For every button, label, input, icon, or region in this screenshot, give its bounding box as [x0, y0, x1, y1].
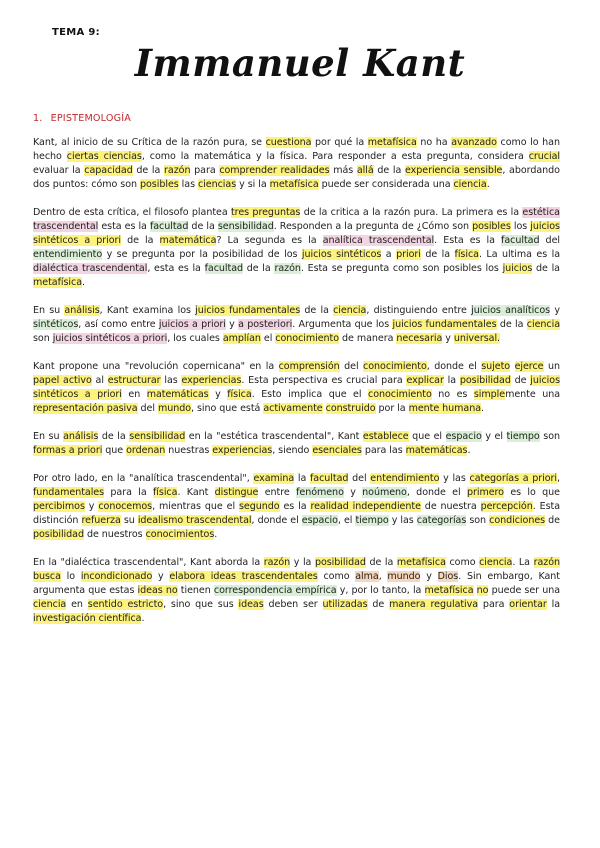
text-run: . Esta es la	[434, 235, 502, 246]
highlighted-text: esenciales	[312, 445, 362, 456]
highlighted-text: análisis	[63, 431, 99, 442]
text-run: , sino que está	[191, 403, 264, 414]
text-run: de la	[121, 235, 160, 246]
highlighted-text: estructurar	[107, 375, 161, 386]
highlighted-text: mente humana	[408, 403, 482, 414]
text-run: son	[33, 333, 53, 344]
highlighted-text: juicios sintéticos a priori	[33, 221, 560, 246]
text-run: .	[82, 277, 86, 288]
highlighted-text: posibilidad	[459, 375, 511, 386]
text-run: , Kant examina los	[99, 305, 196, 316]
highlighted-text: mundo	[157, 403, 192, 414]
highlighted-text: construido	[325, 403, 376, 414]
text-run: en	[66, 599, 88, 610]
highlighted-text: posibles	[472, 221, 511, 232]
text-run: y las	[439, 473, 470, 484]
text-run: esta es la	[98, 221, 150, 232]
highlighted-text: comprender realidades	[219, 165, 330, 176]
highlighted-text: tiempo	[355, 515, 389, 526]
highlighted-text: metafísica	[424, 585, 474, 596]
highlighted-text: ordenan	[126, 445, 166, 456]
text-run: . Sin embargo, Kant argumenta que estas	[33, 571, 560, 596]
text-run: un	[543, 361, 560, 372]
text-run: por qué la	[311, 137, 368, 148]
highlighted-text: sujeto	[481, 361, 511, 372]
text-run: deben ser	[263, 599, 323, 610]
text-run: no ha	[416, 137, 452, 148]
highlighted-text: Dios	[437, 571, 459, 582]
highlighted-text: matemáticas	[146, 389, 209, 400]
highlighted-text: ciencia	[479, 557, 513, 568]
highlighted-text: juicios sintéticos a priori	[52, 333, 168, 344]
text-run: y	[420, 571, 438, 582]
highlighted-text: física	[454, 249, 479, 260]
highlighted-text: no	[476, 585, 489, 596]
text-run: al	[91, 375, 108, 386]
highlighted-text: comprensión	[278, 361, 340, 372]
text-run: tienen	[177, 585, 214, 596]
text-run: y	[442, 333, 454, 344]
highlighted-text: ideas no	[137, 585, 178, 596]
highlighted-text: establece	[362, 431, 409, 442]
highlighted-text: posibilidad	[314, 557, 366, 568]
highlighted-text: segundo	[238, 501, 280, 512]
highlighted-text: juicios fundamentales	[392, 319, 497, 330]
text-run: . Kant	[177, 487, 215, 498]
highlighted-text: noúmeno	[362, 487, 407, 498]
text-run: de la critica a la razón pura. La primera es la	[300, 207, 523, 218]
text-run: de manera	[339, 333, 397, 344]
text-run: En su	[33, 431, 64, 442]
highlighted-text: mundo	[387, 571, 421, 582]
text-run: para	[190, 165, 220, 176]
highlighted-text: ciencia	[333, 305, 367, 316]
paragraph-5	[33, 430, 560, 458]
text-run: son	[539, 431, 560, 442]
text-run: la	[443, 375, 460, 386]
highlighted-text: juicios fundamentales	[195, 305, 301, 316]
highlighted-text: formas a priori	[33, 445, 103, 456]
highlighted-text: examina	[253, 473, 295, 484]
highlighted-text: activamente	[263, 403, 323, 414]
highlighted-text: refuerza	[81, 515, 121, 526]
text-run: las	[160, 375, 182, 386]
text-run: son	[466, 515, 490, 526]
text-run: , distinguiendo entre	[366, 305, 472, 316]
highlighted-text: razón	[263, 557, 291, 568]
text-run: de la	[365, 557, 397, 568]
text-run: de nuestros	[83, 529, 146, 540]
text-run: de	[510, 375, 531, 386]
text-run: de nuestra	[420, 501, 481, 512]
highlighted-text: percepción	[480, 501, 533, 512]
text-run: Dentro de esta crítica, el filosofo plantea	[33, 207, 231, 218]
text-run: de	[367, 599, 390, 610]
text-run: del	[137, 403, 158, 414]
highlighted-text: sensibilidad	[217, 221, 274, 232]
highlighted-text: conocimiento	[363, 361, 427, 372]
text-run: la	[294, 473, 310, 484]
highlighted-text: ciencia	[453, 179, 487, 190]
text-run: a	[381, 249, 397, 260]
highlighted-text: posibilidad	[33, 529, 84, 540]
highlighted-text: matemática	[159, 235, 217, 246]
text-run: Kant, al inicio de su Crítica de la razón pura, se	[33, 137, 266, 148]
highlighted-text: espacio	[301, 515, 338, 526]
highlighted-text: juicios sintéticos a priori	[33, 375, 561, 400]
paragraph-6	[33, 472, 560, 542]
text-run: , donde el	[406, 487, 467, 498]
paragraph-2	[33, 206, 560, 290]
highlighted-text: estética trascendental	[33, 207, 560, 232]
topic-label: TEMA 9:	[52, 27, 100, 38]
text-run: . Responden a la pregunta de ¿Cómo son	[273, 221, 473, 232]
highlighted-text: representación pasiva	[33, 403, 138, 414]
text-run: Kant propone una "revolución copernicana" en la	[33, 361, 279, 372]
text-run: y la	[290, 557, 315, 568]
text-run: es lo que	[503, 487, 561, 498]
highlighted-text: razón	[274, 263, 301, 274]
highlighted-text: analítica trascendental	[322, 235, 435, 246]
highlighted-text: ciencias	[197, 179, 237, 190]
highlighted-text: facultad	[310, 473, 349, 484]
section-number: 1.	[33, 113, 43, 124]
highlighted-text: capacidad	[84, 165, 133, 176]
highlighted-text: física	[227, 389, 252, 400]
text-run: , donde el	[426, 361, 482, 372]
text-run: En la "dialéctica trascendental", Kant aborda la	[33, 557, 264, 568]
highlighted-text: simple	[473, 389, 506, 400]
text-run: y	[343, 487, 363, 498]
highlighted-text: amplían	[222, 333, 261, 344]
highlighted-text: incondicionado	[80, 571, 153, 582]
text-run: .	[486, 179, 490, 190]
text-run: en la "estética trascendental", Kant	[185, 431, 363, 442]
text-run: de la	[188, 221, 218, 232]
highlighted-text: ejerce	[514, 361, 544, 372]
text-run: y las	[388, 515, 417, 526]
text-run: puede ser considerada una	[318, 179, 454, 190]
text-run: .	[481, 403, 485, 414]
body-text	[33, 136, 560, 640]
highlighted-text: conocemos	[98, 501, 153, 512]
highlighted-text: crucial	[528, 151, 560, 162]
text-run: , el	[337, 515, 356, 526]
highlighted-text: realidad independiente	[310, 501, 421, 512]
highlighted-text: fenómeno	[296, 487, 344, 498]
text-run: . Esto implica que el	[251, 389, 368, 400]
text-run: como	[445, 557, 480, 568]
highlighted-text: orientar	[509, 599, 547, 610]
highlighted-text: papel activo	[33, 375, 92, 386]
section-heading	[33, 113, 131, 124]
text-run: . Esta perspectiva es crucial para	[241, 375, 407, 386]
text-run: de la	[132, 165, 165, 176]
text-run: .	[141, 613, 145, 624]
highlighted-text: allá	[356, 165, 374, 176]
highlighted-text: percibimos	[33, 501, 85, 512]
highlighted-text: juicios sintéticos	[301, 249, 382, 260]
text-run: , esta es la	[147, 263, 205, 274]
text-run: . La ultima es la	[478, 249, 560, 260]
text-run: . Esta se pregunta como son posibles los	[300, 263, 503, 274]
highlighted-text: razón	[164, 165, 191, 176]
text-run: y, por lo tanto, la	[336, 585, 425, 596]
text-run: el	[260, 333, 276, 344]
highlighted-text: ciencia	[526, 319, 561, 330]
text-run: más	[329, 165, 357, 176]
text-run: del	[339, 361, 364, 372]
text-run: de la	[532, 263, 560, 274]
highlighted-text: metafísica	[269, 179, 319, 190]
text-run: ? La segunda es la	[216, 235, 323, 246]
highlighted-text: metafísica	[367, 137, 417, 148]
text-run: de la	[496, 319, 527, 330]
highlighted-text: experiencia sensible	[404, 165, 503, 176]
paragraph-1	[33, 136, 560, 192]
highlighted-text: manera regulativa	[389, 599, 479, 610]
section-title: EPISTEMOLOGÍA	[50, 113, 132, 124]
highlighted-text: sintéticos	[33, 319, 79, 330]
text-run: ,	[378, 571, 388, 582]
highlighted-text: distingue	[214, 487, 259, 498]
highlighted-text: experiencias	[212, 445, 273, 456]
text-run: y	[84, 501, 99, 512]
text-run: , como la matemática y la física. Para responder a esta pregunta, considera	[141, 151, 529, 162]
highlighted-text: ideas	[238, 599, 264, 610]
highlighted-text: alma	[355, 571, 379, 582]
highlighted-text: conocimientos	[145, 529, 215, 540]
highlighted-text: priori	[396, 249, 421, 260]
highlighted-text: ciertas ciencias	[66, 151, 142, 162]
text-run: como	[317, 571, 356, 582]
text-run: no es	[431, 389, 474, 400]
paragraph-7	[33, 556, 560, 626]
highlighted-text: posibles	[140, 179, 179, 190]
text-run: . Argumenta que los	[292, 319, 393, 330]
highlighted-text: utilizadas	[322, 599, 368, 610]
highlighted-text: física	[152, 487, 178, 498]
highlighted-text: necesaria	[396, 333, 443, 344]
paragraph-4	[33, 360, 560, 416]
text-run: es la	[279, 501, 311, 512]
highlighted-text: categorías	[416, 515, 467, 526]
text-run: y	[208, 389, 228, 400]
highlighted-text: primero	[466, 487, 504, 498]
highlighted-text: facultad	[149, 221, 189, 232]
highlighted-text: entendimiento	[370, 473, 440, 484]
text-run: y	[550, 305, 560, 316]
highlighted-text: matemáticas	[405, 445, 468, 456]
text-run: , siendo	[272, 445, 313, 456]
text-run: las	[178, 179, 198, 190]
text-run: de la	[420, 249, 455, 260]
page-title: Immanuel Kant	[134, 41, 466, 85]
highlighted-text: análisis	[64, 305, 100, 316]
highlighted-text: avanzado	[451, 137, 497, 148]
highlighted-text: razón	[533, 557, 560, 568]
highlighted-text: elabora ideas trascendentales	[169, 571, 318, 582]
highlighted-text: juicios	[502, 263, 533, 274]
text-run: del	[539, 235, 560, 246]
highlighted-text: conocimiento	[275, 333, 340, 344]
text-run: , donde el	[251, 515, 302, 526]
text-run: de la	[373, 165, 405, 176]
highlighted-text: sensibilidad	[129, 431, 186, 442]
text-run: puede ser una	[488, 585, 561, 596]
highlighted-text: correspondencia empírica	[213, 585, 337, 596]
text-run: .	[214, 529, 218, 540]
text-run: mente una	[505, 389, 560, 400]
text-run: y	[152, 571, 170, 582]
text-run: en	[121, 389, 147, 400]
highlighted-text: metafísica	[396, 557, 446, 568]
text-run: para la	[104, 487, 153, 498]
text-run: , así como entre	[78, 319, 159, 330]
highlighted-text: facultad	[204, 263, 244, 274]
text-run: . La	[512, 557, 534, 568]
highlighted-text: tiempo	[506, 431, 540, 442]
text-run: , abordando dos puntos: cómo son	[33, 165, 560, 190]
text-run: del	[348, 473, 371, 484]
highlighted-text: metafísica	[33, 277, 83, 288]
text-run	[510, 361, 514, 372]
highlighted-text: dialéctica trascendental	[33, 263, 148, 274]
highlighted-text: juicios a priori	[158, 319, 226, 330]
highlighted-text: universal.	[453, 333, 501, 344]
text-run: evaluar la	[33, 165, 85, 176]
text-run: nuestras	[165, 445, 213, 456]
text-run: lo	[60, 571, 81, 582]
highlighted-text: fundamentales	[33, 487, 105, 498]
text-run: de la	[243, 263, 275, 274]
highlighted-text: idealismo trascendental	[137, 515, 252, 526]
highlighted-text: juicios analíticos	[471, 305, 551, 316]
highlighted-text: entendimiento	[33, 249, 103, 260]
text-run: los	[510, 221, 531, 232]
text-run: de la	[98, 431, 130, 442]
highlighted-text: experiencias	[181, 375, 242, 386]
text-run: y se pregunta por la posibilidad de los	[102, 249, 302, 260]
highlighted-text: ciencia	[33, 599, 67, 610]
text-run: .	[467, 445, 471, 456]
text-run: ,	[557, 473, 561, 484]
highlighted-text: cuestiona	[265, 137, 312, 148]
text-run: entre	[258, 487, 297, 498]
text-run: para las	[361, 445, 406, 456]
text-run: Por otro lado, en la "analítica trascendental",	[33, 473, 254, 484]
text-run: la	[546, 599, 561, 610]
highlighted-text: explicar	[406, 375, 444, 386]
text-run: y si la	[236, 179, 270, 190]
text-run: por la	[375, 403, 409, 414]
paragraph-3	[33, 304, 560, 346]
text-run: de	[545, 515, 560, 526]
text-run: que el	[408, 431, 446, 442]
text-run: , los cuales	[167, 333, 223, 344]
highlighted-text: sentido estricto	[87, 599, 164, 610]
highlighted-text: categorías a priori	[469, 473, 558, 484]
text-run: para	[478, 599, 510, 610]
text-run: y el	[481, 431, 507, 442]
text-run: de la	[300, 305, 334, 316]
highlighted-text: conocimiento	[368, 389, 432, 400]
text-run: En su	[33, 305, 65, 316]
highlighted-text: condiciones	[489, 515, 546, 526]
highlighted-text: investigación científica	[33, 613, 142, 624]
highlighted-text: tres preguntas	[230, 207, 301, 218]
highlighted-text: a posteriori	[238, 319, 293, 330]
text-run: y	[225, 319, 239, 330]
text-run: , sino que sus	[163, 599, 239, 610]
highlighted-text: espacio	[445, 431, 482, 442]
text-run: su	[120, 515, 138, 526]
text-run: que	[102, 445, 127, 456]
text-run: . Esta distinción	[33, 501, 561, 526]
text-run: como lo han hecho	[33, 137, 560, 162]
highlighted-text: busca	[33, 571, 61, 582]
highlighted-text: facultad	[501, 235, 540, 246]
text-run: , mientras que el	[152, 501, 239, 512]
